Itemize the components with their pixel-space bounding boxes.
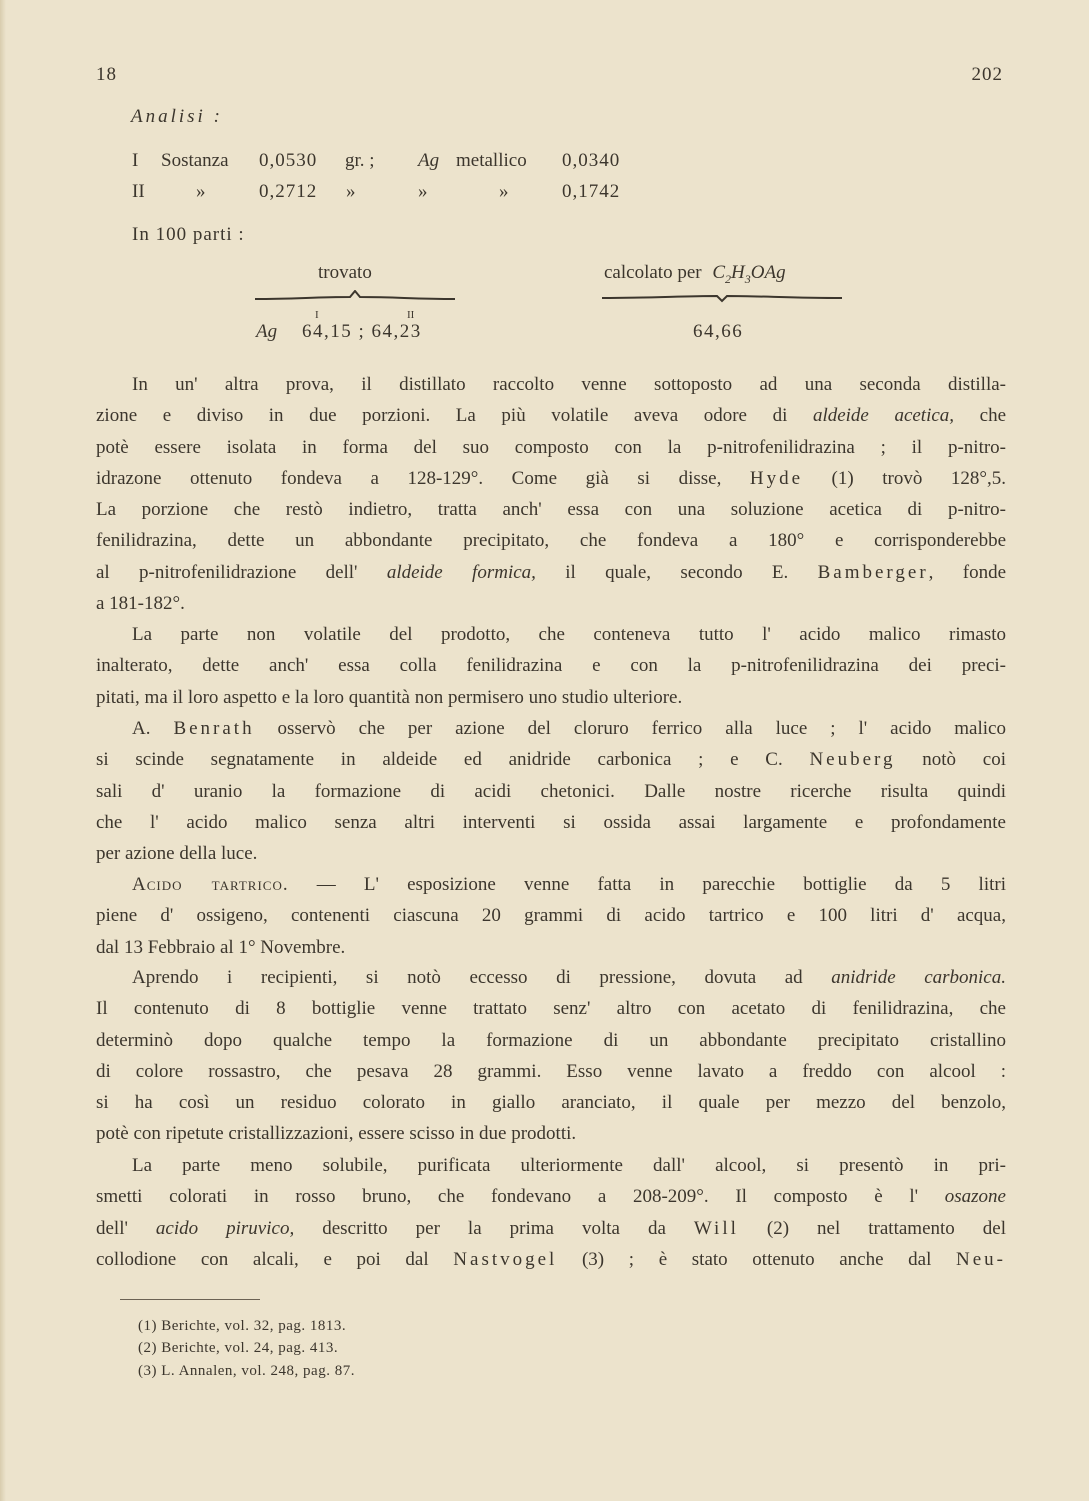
paragraph-1 <box>96 369 1006 619</box>
p1-line-7: al p-nitrofenilidrazione dell' aldeide formica, il quale, secondo E. Bamberger, fonde <box>96 561 1007 583</box>
paragraph-3 <box>96 713 1006 869</box>
p1-line-3: potè essere isolata in forma del suo composto con la p-nitrofenilidrazina ; il p-nitro- <box>96 436 1006 458</box>
p5-line-2: Il contenuto di 8 bottiglie venne trattato senz' altro con acetato di fenilidrazina, che <box>96 998 1006 1020</box>
p6-line-3: dell' acido piruvico, descritto per la prima volta da Will (2) nel trattamento del <box>96 1217 1006 1239</box>
p3-line-1: A. Benrath osservò che per azione del cloruro ferrico alla luce ; l' acido malico <box>132 718 1006 739</box>
p4-line-3: dal 13 Febbraio al 1° Novembre. <box>96 936 346 958</box>
footnote-3: (3) L. Annalen, vol. 248, pag. 87. <box>138 1363 355 1379</box>
found-label: trovato <box>318 262 372 283</box>
p5-line-6: potè con ripetute cristallizzazioni, essere scisso in due prodotti. <box>96 1123 577 1145</box>
calc-label <box>604 262 786 287</box>
row2-ditto-1: » <box>196 181 206 202</box>
parts-label: In 100 parti : <box>132 224 245 245</box>
row1-result: 0,0340 <box>562 150 621 171</box>
formula-rest: OAg <box>750 262 786 283</box>
row2-result: 0,1742 <box>562 181 621 202</box>
row1-unit: gr. ; <box>345 150 375 171</box>
found-brace <box>255 290 455 304</box>
p3-line-2: si scinde segnatamente in aldeide ed anidride carbonica ; e C. Neuberg notò coi <box>96 749 1006 771</box>
footnote-2: (2) Berichte, vol. 24, pag. 413. <box>138 1340 339 1356</box>
row2-number: II <box>132 181 145 202</box>
page-number-right: 202 <box>971 64 1003 85</box>
p1-line-2: zione e diviso in due porzioni. La più volatile aveva odore di aldeide acetica, che <box>96 405 1007 427</box>
row2-ditto-4: » <box>499 181 509 202</box>
row1-value: 0,0530 <box>259 150 318 171</box>
calc-brace <box>602 290 842 304</box>
formula-h: H <box>731 262 745 283</box>
row2-ditto-2: » <box>346 181 356 202</box>
page-edge-shadow <box>0 0 6 1501</box>
p1-line-6: fenilidrazina, dette un abbondante precipitato, che fondeva a 180° e corrisponderebbe <box>96 530 1006 552</box>
analysis-heading: Analisi : <box>131 106 223 127</box>
p6-line-4: collodione con alcali, e poi dal Nastvogel (3) ; è stato ottenuto anche dal Neu- <box>96 1248 1006 1270</box>
paragraph-6 <box>96 1150 1006 1275</box>
page-number-left: 18 <box>96 64 117 85</box>
p6-line-2: smetti colorati in rosso bruno, che fondevano a 208-209°. Il composto è l' osazone <box>96 1186 1006 1208</box>
row1-element-label: metallico <box>456 150 527 171</box>
footnote-rule <box>120 1299 260 1300</box>
p6-line-1: La parte meno solubile, purificata ulteriormente dall' alcool, si presentò in pri- <box>132 1155 1006 1176</box>
paragraph-4 <box>96 869 1006 963</box>
p3-line-3: sali d' uranio la formazione di acidi chetonici. Dalle nostre ricerche risulta quindi <box>96 780 1006 802</box>
p4-line-2: piene d' ossigeno, contenenti ciascuna 20 grammi di acido tartrico e 100 litri d' acqua, <box>96 905 1006 927</box>
p5-line-5: si ha così un residuo colorato in giallo aranciato, il quale per mezzo del benzolo, <box>96 1092 1006 1114</box>
p2-line-1: La parte non volatile del prodotto, che conteneva tutto l' acido malico rimasto <box>132 624 1006 645</box>
paragraph-5 <box>96 962 1006 1150</box>
p1-line-4: idrazone ottenuto fondeva a 128-129°. Come già si disse, Hyde (1) trovò 128°,5. <box>96 467 1006 489</box>
calc-label-text: calcolato per <box>604 262 702 283</box>
p3-line-4: che l' acido malico senza altri interventi si ossida assai largamente e profondamente <box>96 811 1006 833</box>
p2-line-3: pitati, ma il loro aspetto e la loro quantità non permisero uno studio ulteriore. <box>96 686 683 708</box>
p4-line-1: Acido tartrico. — L' esposizione venne fatta in parecchie bottiglie da 5 litri <box>132 874 1006 895</box>
calc-value: 64,66 <box>693 321 744 342</box>
p5-line-1: Aprendo i recipienti, si notò eccesso di pressione, dovuta ad anidride carbonica. <box>132 967 1006 988</box>
p2-line-2: inalterato, dette anch' essa colla fenilidrazina e con la p-nitrofenilidrazina dei preci- <box>96 655 1006 677</box>
row1-number: I <box>132 150 139 171</box>
p5-line-4: di colore rossastro, che pesava 28 grammi. Esso venne lavato a freddo con alcool : <box>96 1060 1006 1082</box>
column-i: I <box>315 309 319 321</box>
p3-line-5: per azione della luce. <box>96 843 258 865</box>
paragraph-2 <box>96 619 1006 713</box>
formula <box>712 262 786 286</box>
p5-line-3: determinò dopo qualche tempo la formazione di un abbondante precipitato cristallino <box>96 1029 1006 1051</box>
column-ii: II <box>407 309 415 321</box>
row2-value: 0,2712 <box>259 181 318 202</box>
found-element: Ag <box>256 321 278 342</box>
footnote-1: (1) Berichte, vol. 32, pag. 1813. <box>138 1318 347 1334</box>
found-values: 64,15 ; 64,23 <box>302 321 422 342</box>
p1-line-5: La porzione che restò indietro, tratta anch' essa con una soluzione acetica di p-nitro- <box>96 499 1006 521</box>
p1-line-8: a 181-182°. <box>96 593 185 615</box>
formula-c-sub: 2 <box>725 271 732 286</box>
formula-h-sub: 3 <box>744 271 751 286</box>
p1-line-1: In un' altra prova, il distillato raccolto venne sottoposto ad una seconda distilla- <box>132 374 1006 395</box>
row1-label: Sostanza <box>161 150 229 171</box>
row1-element: Ag <box>418 150 440 171</box>
row2-ditto-3: » <box>418 181 428 202</box>
formula-c: C <box>712 262 726 283</box>
